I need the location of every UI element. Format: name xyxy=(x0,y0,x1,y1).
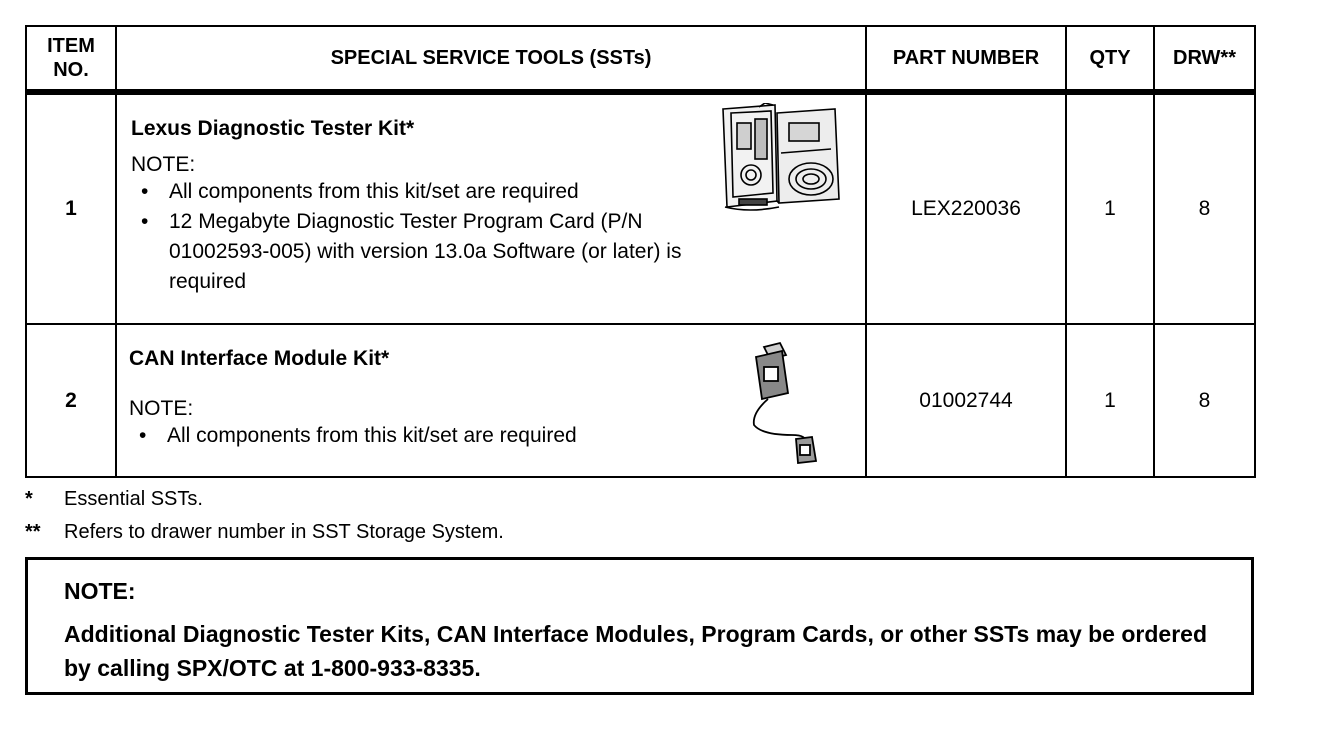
note-label: NOTE: xyxy=(129,397,194,421)
drawer-number: 8 xyxy=(1154,92,1255,324)
note-label: NOTE: xyxy=(131,153,196,176)
table-row xyxy=(26,324,1255,477)
header-drw: DRW** xyxy=(1154,26,1255,92)
tool-name: CAN Interface Module Kit* xyxy=(129,347,390,371)
tool-name: Lexus Diagnostic Tester Kit* xyxy=(131,117,415,140)
item-number: 1 xyxy=(26,92,116,324)
note-bullets xyxy=(129,421,715,451)
part-number: LEX220036 xyxy=(866,92,1066,324)
note-bullet: • 12 Megabyte Diagnostic Tester Program Card (P/N 01002593-005) with version 13.0a Software (or later) is required xyxy=(137,207,729,297)
table-row xyxy=(26,92,1255,324)
ordering-note-box xyxy=(25,557,1254,695)
header-tools: SPECIAL SERVICE TOOLS (SSTs) xyxy=(116,26,866,92)
quantity: 1 xyxy=(1066,92,1154,324)
tester-kit-case-icon xyxy=(719,103,843,215)
note-box-title: NOTE: xyxy=(64,578,136,604)
footnote-text: Refers to drawer number in SST Storage System. xyxy=(64,521,504,543)
quantity: 1 xyxy=(1066,324,1154,477)
can-module-cable-icon xyxy=(742,339,822,467)
sst-table xyxy=(25,25,1256,478)
footnote-text: Essential SSTs. xyxy=(64,488,203,510)
part-number: 01002744 xyxy=(866,324,1066,477)
drawer-number: 8 xyxy=(1154,324,1255,477)
header-part-number: PART NUMBER xyxy=(866,26,1066,92)
note-box-body: Additional Diagnostic Tester Kits, CAN Interface Modules, Program Cards, or other SSTs may be ordered by calling SPX/OTC at 1-800-933-8335. xyxy=(64,621,1207,681)
tool-description xyxy=(116,92,866,324)
header-item-no: ITEM NO. xyxy=(26,26,116,92)
footnote-mark: ** xyxy=(25,521,41,543)
tool-description xyxy=(116,324,866,477)
header-qty: QTY xyxy=(1066,26,1154,92)
note-bullet: • All components from this kit/set are required xyxy=(137,177,715,207)
item-number: 2 xyxy=(26,324,116,477)
footnote-mark: * xyxy=(25,488,33,510)
table-header-row xyxy=(26,26,1255,92)
note-bullet: • All components from this kit/set are required xyxy=(135,421,715,451)
note-bullets xyxy=(131,177,715,297)
